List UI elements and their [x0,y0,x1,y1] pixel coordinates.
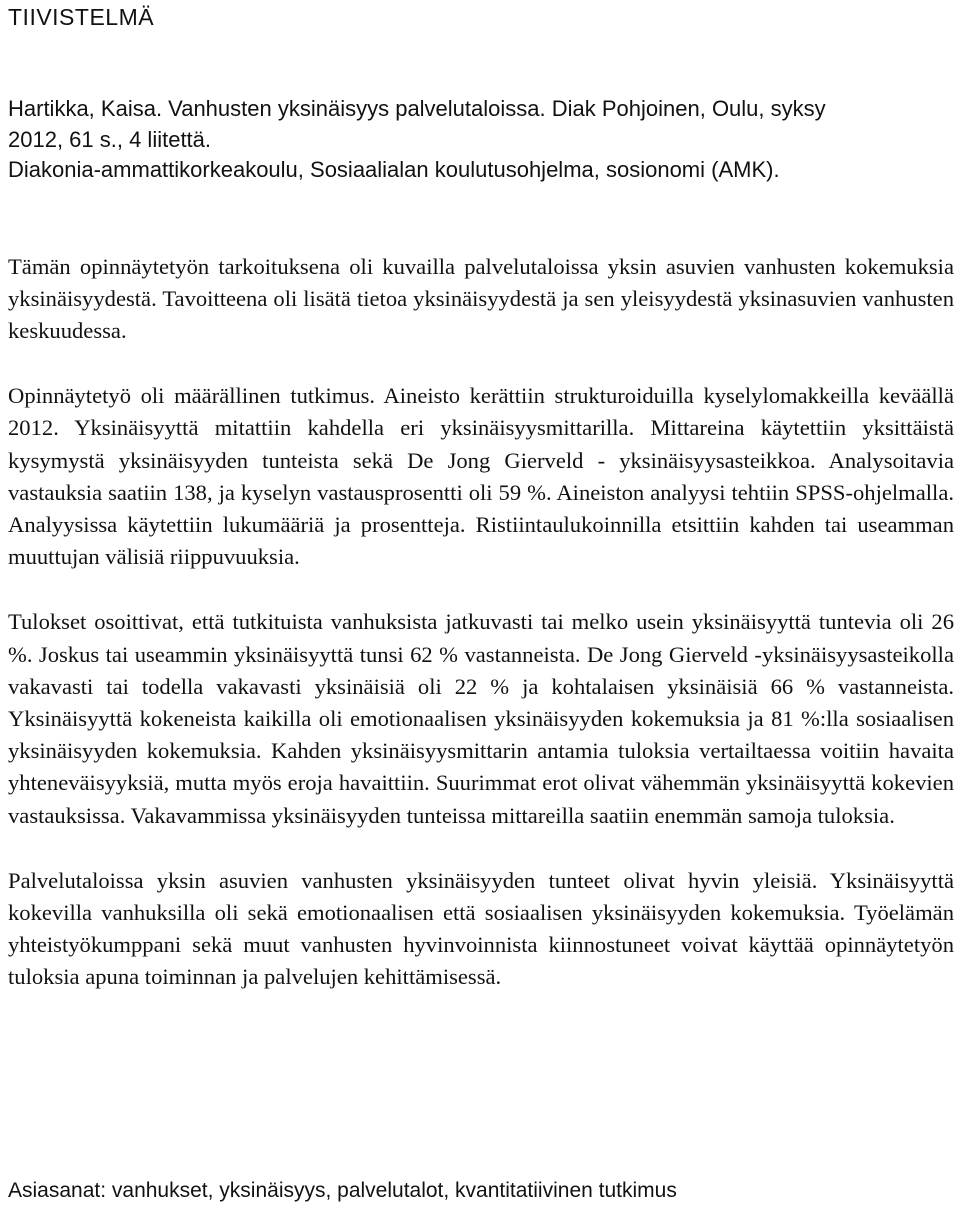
abstract-paragraph-conclusions: Palvelutaloissa yksin asuvien vanhusten yksinäisyyden tunteet olivat hyvin yleisiä. Yksinäisyyttä kokevilla vanhuksilla oli sekä emotionaalisen että sosiaalisen yksinäisyyden kokemuksia. Työelämän yhteistyökumppani sekä muut vanhusten hyvinvoinnista kiinnostuneet voivat käyttää opinnäytetyön tuloksia apuna toiminnan ja palvelujen kehittämisessä. [8,867,954,990]
meta-line: Hartikka, Kaisa. Vanhusten yksinäisyys palvelutaloissa. Diak Pohjoinen, Oulu, syksy [8,96,826,121]
abstract-paragraph-purpose: Tämän opinnäytetyön tarkoituksena oli kuvailla palvelutaloissa yksin asuvien vanhusten kokemuksia yksinäisyydestä. Tavoitteena oli lisätä tietoa yksinäisyydestä ja sen yleisyydestä yksinasuvien vanhusten keskuudessa. [8,253,954,343]
bibliographic-info [8,94,954,186]
abstract-paragraph-results: Tulokset osoittivat, että tutkituista vanhuksista jatkuvasti tai melko usein yksinäisyyttä tuntevia oli 26 %. Joskus tai useammin yksinäisyyttä tunsi 62 % vastanneista. De Jong Gierveld -yksinäisyysasteikolla vakavasti tai todella vakavasti yksinäisiä oli 22 % ja kohtalaisen yksinäisiä 66 % vastanneista. Yksinäisyyttä kokeneista kaikilla oli emotionaalisen yksinäisyyden kokemuksia ja 81 %:lla sosiaalisen yksinäisyyden kokemuksia. Kahden yksinäisyysmittarin antamia tuloksia vertailtaessa voitiin havaita yhteneväisyyksiä, mutta myös eroja havaittiin. Suurimmat erot olivat vähemmän yksinäisyyttä kokevien vastauksissa. Vakavammissa yksinäisyyden tunteissa mittareilla saatiin enemmän samoja tuloksia. [8,609,954,828]
meta-line: Diakonia-ammattikorkeakoulu, Sosiaalialan koulutusohjelma, sosionomi (AMK). [8,157,780,182]
meta-line: 2012, 61 s., 4 liitettä. [8,126,212,152]
keywords: Asiasanat: vanhukset, yksinäisyys, palvelutalot, kvantitatiivinen tutkimus [8,1179,677,1202]
document-page [8,0,954,1202]
abstract-paragraph-methods: Opinnäytetyö oli määrällinen tutkimus. Aineisto kerättiin strukturoiduilla kyselylomakkeilla keväällä 2012. Yksinäisyyttä mitattiin kahdella eri yksinäisyysmittarilla. Mittareina käytettiin yksittäistä kysymystä yksinäisyyden tunteista sekä De Jong Gierveld - yksinäisyysasteikkoa. Analysoitavia vastauksia saatiin 138, ja kyselyn vastausprosentti oli 59 %. Aineiston analyysi tehtiin SPSS-ohjelmalla. Analyysissa käytettiin lukumääriä ja prosentteja. Ristiintaulukoinnilla etsittiin kahden tai useamman muuttujan välisiä riippuvuuksia. [8,383,954,570]
document-title: TIIVISTELMÄ [8,4,155,30]
